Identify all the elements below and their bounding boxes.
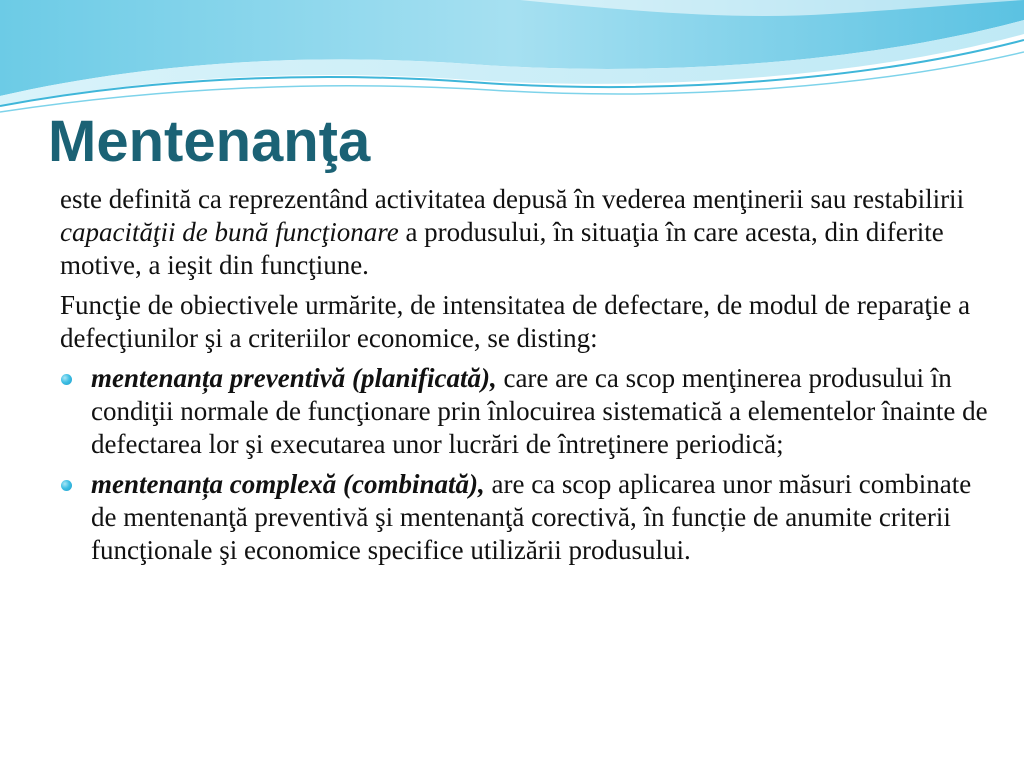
definition-text-end: a produsului, în situaţia în care acesta, din diferite motive, a ieşit din funcţiune.: [60, 217, 944, 280]
slide-body: [60, 183, 990, 574]
preventive-term: mentenanța preventivă (planificată),: [91, 363, 497, 393]
definition-emphasis: capacităţii de bună funcţionare: [60, 217, 399, 247]
list-item-preventive: [60, 362, 990, 461]
round-bullet-icon: [61, 480, 72, 491]
definition-text-start: este definită ca reprezentând activitatea depusă în vederea menţinerii sau restabilirii: [60, 184, 965, 214]
preventive-description: care are ca scop menţinerea produsului în condiţii normale de funcţionare prin înlocuirea sistematică a elementelor înainte de defectarea lor şi executarea unor lucrări de întreţinere periodică;: [91, 363, 988, 459]
slide-title: Mentenanţa: [48, 109, 371, 174]
complex-term: mentenanța complexă (combinată),: [91, 469, 485, 499]
list-item-complex: [60, 468, 990, 567]
round-bullet-icon: [61, 374, 72, 385]
definition-paragraph: [60, 183, 990, 282]
complex-description: are ca scop aplicarea unor măsuri combinate de mentenanţă preventivă şi mentenanţă corectivă, în funcție de anumite criterii funcţionale şi economice specifice utilizării produsului.: [91, 469, 972, 565]
intro-paragraph: Funcţie de obiectivele urmărite, de intensitatea de defectare, de modul de reparaţie a defecţiunilor şi a criteriilor economice, se disting:: [60, 290, 971, 353]
maintenance-types-list: [60, 362, 990, 567]
